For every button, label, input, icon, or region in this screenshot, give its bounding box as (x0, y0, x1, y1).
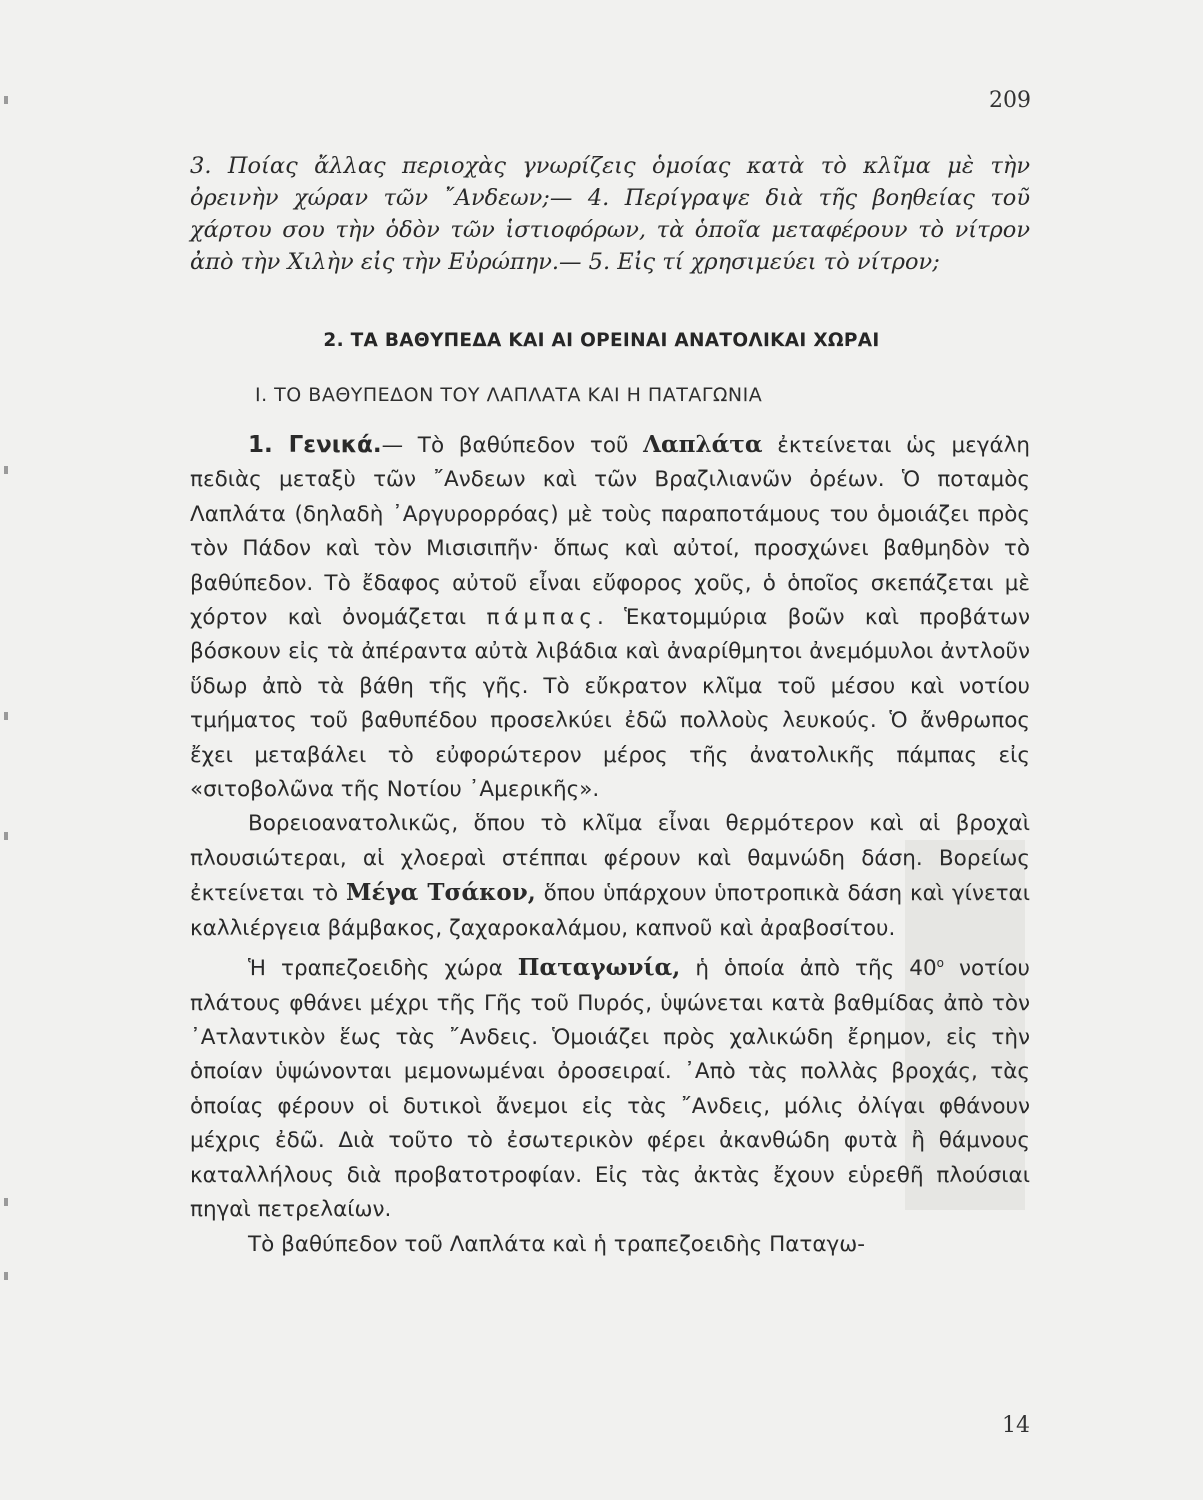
paragraph-text: ἐκτείνεται ὡς μεγάλη πεδιὰς μεταξὺ τῶν ῎Ανδεων καὶ τῶν Βραζιλιανῶν ὀρέων. Ὁ ποταμὸς Λαπλάτα (δηλαδὴ ᾿Αργυρορρόας) μὲ τοὺς παραποτάμους του ὁμοιάζει πρὸς τὸν Πάδον καὶ τὸν Μισισιπῆν· ὅπως καὶ αὐτοί, προσχώνει βαθμηδὸν τὸ βαθύπεδον. Τὸ ἔδαφος αὐτοῦ εἶναι εὔφορος χοῦς, ὁ ὁποῖος σκεπάζεται μὲ χόρτον καὶ ὀνομάζεται (190, 433, 1030, 631)
paragraph-text: ὅπου ὑπάρχουν ὑποτροπικὰ δάση καὶ γίνεται καλλιέργεια βάμβακος, ζαχαροκαλάμου, καπνοῦ καὶ ἀραβοσίτου. (190, 881, 1030, 941)
margin-mark (4, 1272, 8, 1280)
term-patagonia: Παταγωνία, (517, 954, 681, 982)
paragraph-text: . Ἑκατομμύρια βοῶν καὶ προβάτων βόσκουν εἰς τὰ ἀπέραντα αὐτὰ λιβάδια καὶ ἀναρίθμητοι ἀνεμόμυλοι ἀντλοῦν ὕδωρ ἀπὸ τὰ βάθη τῆς γῆς. Τὸ εὔκρατον κλῖμα τοῦ μέσου καὶ νοτίου τμήματος τοῦ βαθυπέδου προσελκύει ἐδῶ πολλοὺς λευκούς. Ὁ ἄνθρωπος ἔχει μεταβάλει τὸ εὐφορώτερον μέρος τῆς ἀνατολικῆς πάμπας εἰς «σιτοβολῶνα τῆς Νοτίου ᾿Αμερικῆς». (190, 605, 1030, 803)
signature-number: 14 (1002, 1413, 1030, 1438)
term-gran-chaco: Μέγα Τσάκον, (346, 879, 536, 907)
margin-mark (4, 96, 8, 104)
subsection-heading: Ι. ΤΟ ΒΑΘΥΠΕΔΟΝ ΤΟΥ ΛΑΠΛΑΤΑ ΚΑΙ Η ΠΑΤΑΓΩΝΙΑ (255, 384, 763, 406)
paragraph-text: Τὸ βαθύπεδον τοῦ Λαπλάτα καὶ ἡ τραπεζοειδὴς Παταγω- (248, 1231, 866, 1257)
section-heading: 2. ΤΑ ΒΑΘΥΠΕΔΑ ΚΑΙ ΑΙ ΟΡΕΙΝΑΙ ΑΝΑΤΟΛΙΚΑΙ ΧΩΡΑΙ (323, 330, 880, 351)
paragraph-text: Βορειοανατολικῶς, ὅπου τὸ κλῖμα εἶναι θερμότερον καὶ αἱ βροχαὶ πλουσιώτεραι, αἱ χλοεραὶ στέππαι φέρουν καὶ θαμνώδη δάση. Βορείως ἐκτείνεται τὸ (190, 811, 1030, 907)
margin-mark (4, 1198, 8, 1206)
degree-mark: ο (936, 956, 944, 971)
paragraph-general (190, 428, 1030, 807)
paragraph-lead: 1. Γενικά. (248, 432, 382, 458)
page-number: 209 (989, 88, 1031, 113)
paragraph-text: νοτίου πλάτους φθάνει μέχρι τῆς Γῆς τοῦ Πυρός, ὑψώνεται κατὰ βαθμίδας ἀπὸ τὸν ᾿Ατλαντικὸν ἕως τὰς ῎Ανδεις. Ὁμοιάζει πρὸς χαλικώδη ἔρημον, εἰς τὴν ὁποίαν ὑψώνονται μεμονωμέναι ὀροσειραί. ᾿Απὸ τὰς πολλὰς βροχάς, τὰς ὁποίας φέρουν οἱ δυτικοὶ ἄνεμοι εἰς τὰς ῎Ανδεις, μόλις ὀλίγαι φθάνουν μέχρις ἐδῶ. Διὰ τοῦτο τὸ ἐσωτερικὸν φέρει ἀκανθώδη φυτὰ ἢ θάμνους καταλλήλους διὰ προβατοτροφίαν. Εἰς τὰς ἀκτὰς ἔχουν εὑρεθῆ πλούσιαι πηγαὶ πετρελαίων. (190, 956, 1030, 1223)
paragraph-patagonia (190, 946, 1030, 1227)
body-text (190, 428, 1030, 1262)
review-questions: 3. Ποίας ἄλλας περιοχὰς γνωρίζεις ὁμοίας κατὰ τὸ κλῖμα μὲ τὴν ὀρεινὴν χώραν τῶν ῎Ανδεων;— 4. Περίγραψε διὰ τῆς βοηθείας τοῦ χάρτου σου τὴν ὁδὸν τῶν ἱστιοφόρων, τὰ ὁποῖα μεταφέρουν τὸ νίτρον ἀπὸ τὴν Χιλὴν εἰς τὴν Εὐρώπην.— 5. Εἰς τί χρησιμεύει τὸ νίτρον; (190, 153, 1030, 275)
term-pampas: πάμπας (486, 605, 597, 631)
paragraph-text: Ἡ τραπεζοειδὴς χώρα (248, 956, 518, 982)
paragraph-text: ἡ ὁποία ἀπὸ τῆς 40 (680, 956, 937, 982)
paragraph-text: — Τὸ βαθύπεδον τοῦ (381, 433, 644, 458)
margin-mark (4, 466, 8, 474)
margin-mark (4, 712, 8, 720)
paragraph-continued (190, 1228, 1030, 1262)
margin-mark (4, 832, 8, 840)
term-laplata: Λαπλάτα (643, 431, 763, 458)
paragraph-northeast (190, 807, 1030, 946)
